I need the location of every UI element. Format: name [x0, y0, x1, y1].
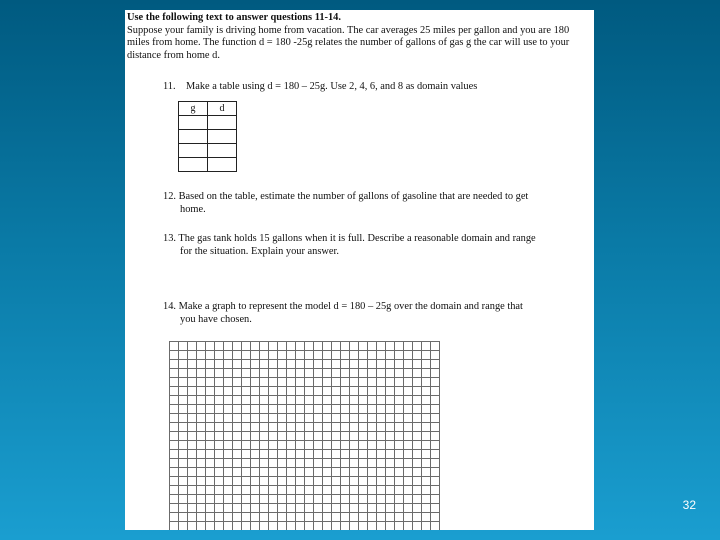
table-row: [179, 144, 237, 158]
graph-grid[interactable]: [169, 341, 440, 530]
question-12: [163, 190, 593, 216]
table-row: [179, 158, 237, 172]
question-14-number: 14.: [163, 301, 176, 312]
intro-paragraph: Suppose your family is driving home from vacation. The car averages 25 miles per gallon and you are 180 miles from home. The function d = 180 -25g relates the number of gallons of gas g the car will use to your distance from home d.: [127, 24, 570, 61]
table-cell[interactable]: [208, 158, 237, 172]
slide-number: 32: [682, 498, 696, 512]
table-cell[interactable]: [179, 130, 208, 144]
intro-text: [127, 12, 589, 62]
question-13: [163, 232, 593, 258]
table-header-g: g: [179, 102, 208, 116]
table-cell[interactable]: [179, 144, 208, 158]
table-header-d: d: [208, 102, 237, 116]
question-13-line2: for the situation. Explain your answer.: [180, 246, 339, 257]
question-14-line2: you have chosen.: [180, 314, 252, 325]
table-cell[interactable]: [179, 158, 208, 172]
question-11-number: 11.: [163, 81, 176, 92]
table-row: [179, 130, 237, 144]
question-14-line1: Make a graph to represent the model d = 180 – 25g over the domain and range that: [178, 301, 523, 312]
question-13-number: 13.: [163, 233, 176, 244]
intro-heading: Use the following text to answer questions 11-14.: [127, 12, 341, 23]
table-header-row: [179, 102, 237, 116]
worksheet-page: [125, 10, 594, 530]
question-11: [163, 80, 583, 93]
question-14: [163, 300, 593, 326]
table-row: [179, 116, 237, 130]
table-cell[interactable]: [208, 130, 237, 144]
table-cell[interactable]: [208, 116, 237, 130]
table-cell[interactable]: [208, 144, 237, 158]
question-12-line1: Based on the table, estimate the number of gallons of gasoline that are needed to get: [178, 191, 529, 202]
table-cell[interactable]: [179, 116, 208, 130]
value-table: [178, 101, 237, 172]
question-13-line1: The gas tank holds 15 gallons when it is full. Describe a reasonable domain and range: [178, 233, 536, 244]
question-11-text: Make a table using d = 180 – 25g. Use 2, 4, 6, and 8 as domain values: [186, 81, 478, 92]
question-12-number: 12.: [163, 191, 176, 202]
question-12-line2: home.: [180, 204, 206, 215]
